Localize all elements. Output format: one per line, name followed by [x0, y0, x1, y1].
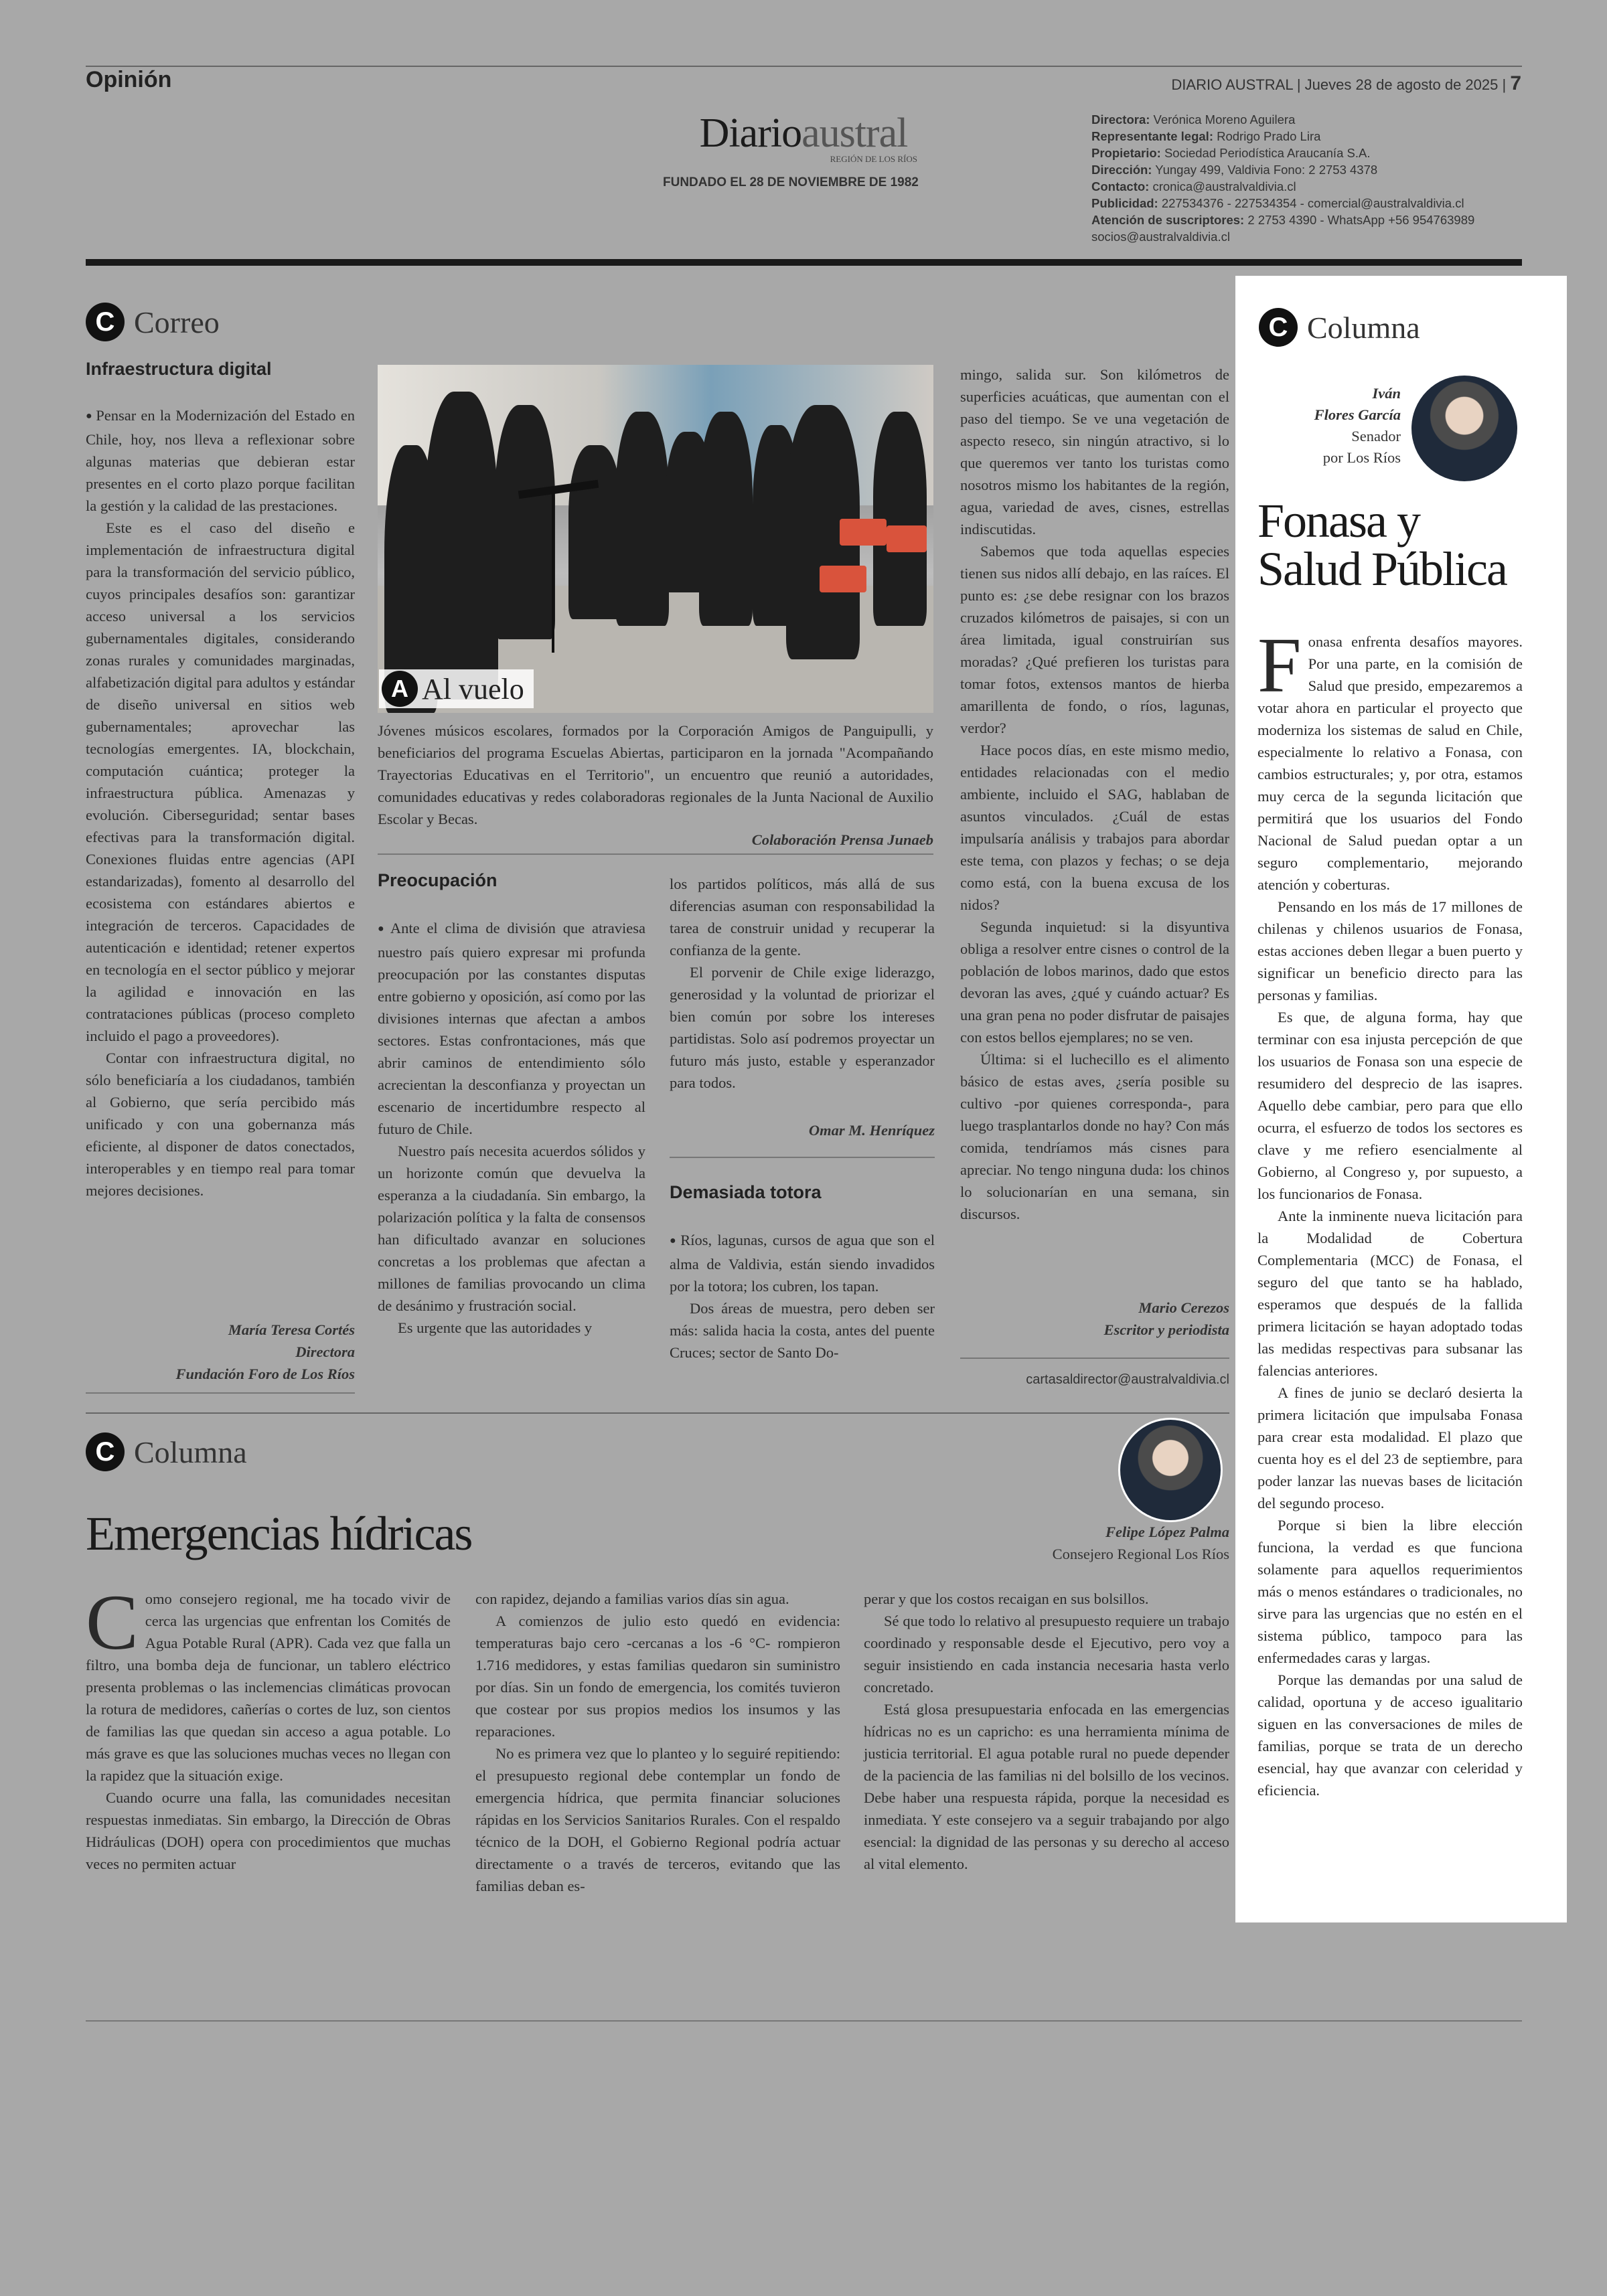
logo-part1: Diario	[699, 110, 802, 156]
paragraph: No es primera vez que lo planteo y lo seguiré repitiendo: el presupuesto regional debe contemplar un fondo de emergencia hídrica, que permita financiar soluciones rápidas en los Servicios Sanitarios Rurales. Con el respaldo técnico de la DOH, el Gobierno Regional podría actuar directamente o a través de terceros, evitando que las familias deban es-	[475, 1745, 840, 1894]
masthead-label: Publicidad:	[1091, 196, 1158, 210]
letters-email[interactable]: cartasaldirector@australvaldivia.cl	[1026, 1372, 1229, 1387]
masthead-value: Sociedad Periodística Araucanía S.A.	[1160, 146, 1371, 160]
paragraph: onasa enfrenta desafíos mayores. Por una parte, en la comisión de Salud que presido, empezaremos a votar ahora en particular el proyecto que moderniza los sistemas de salud en Chile, especialmente lo relativo a Fonasa, con cambios estructurales; y, por otra, estamos muy cerca de la segunda licitación que permitirá que los usuarios del Fondo Nacional de Salud puedan optar a un seguro complementario, mejorando atención y coberturas.	[1257, 633, 1523, 893]
paragraph: Dos áreas de muestra, pero deben ser más: salida hacia la costa, antes del puente Cruces; sector de Santo Do-	[670, 1300, 935, 1361]
paragraph: mingo, salida sur. Son kilómetros de superficies acuáticas, que aumentan con el paso del tiempo. Se ve una vegetación de aspecto reseco, sin ningún atractivo, si lo que queremos ver tanto los turistas como nosotros mismo los habitantes de la región, agua, variedad de aves, cisnes, estrellas indiscutidas.	[960, 366, 1229, 538]
paragraph: Segunda inquietud: si la disyuntiva obliga a resolver entre cisnes o control de la población de lobos marinos, dado que estos devoran las aves, ¿qué y cuándo actuar? Es una gran pena no poder disfrutar de paisajes con estos bellos ejemplares; no se ven.	[960, 918, 1229, 1046]
column-bottom-header	[86, 1432, 247, 1471]
author-photo-lopez	[1118, 1418, 1223, 1522]
masthead-label: Dirección:	[1091, 163, 1152, 177]
paragraph: ● Ríos, lagunas, cursos de agua que son el alma de Valdivia, están siendo invadidos por la totora; los cubren, los tapan.	[670, 1229, 935, 1297]
masthead-line	[1091, 212, 1474, 228]
letter3-signature	[960, 1297, 1229, 1341]
paragraph: Está glosa presupuestaria enfocada en las emergencias hídricas no es un capricho: es una herramienta mínima de justicia territorial. El agua potable rural no puede depender de la paciencia de las familias ni del bolsillo de los vecinos. Debe haber una respuesta rápida, porque la necesidad es inmediata. Y este consejero va a seguir trabajando por algo esencial: la dignidad de las personas y su derecho al acceso al vital elemento.	[864, 1701, 1229, 1872]
paragraph: Sabemos que toda aquellas especies tienen sus nidos allí debajo, en las raíces. El punto es: ¿se debe resignar con los brazos cruzados kilómetros de paisajes, si con un área limitada, igual construirían sus moradas? ¿Qué prefieren los turistas para tomar fotos, extensos mantos de hierba amarillenta de fondo, o ríos, lagunas, verdor?	[960, 543, 1229, 736]
masthead-label: Representante legal:	[1091, 129, 1213, 143]
logo	[690, 112, 917, 165]
paragraph: Nuestro país necesita acuerdos sólidos y un horizonte común que devuelva la esperanza a la ciudadanía. Sin embargo, la polarización política y la falta de consensos han dificultado avanzar en soluciones concretas a los problemas que afectan a millones de familias provocando un clima de desánimo y frustración social.	[378, 1143, 645, 1314]
dropcap: C	[86, 1578, 139, 1666]
signature-line: Escritor y periodista	[1103, 1321, 1229, 1338]
letter2-heading: Preocupación	[378, 870, 498, 890]
photo-caption: Jóvenes músicos escolares, formados por la Corporación Amigos de Panguipulli, y beneficiarios del programa Escuelas Abiertas, participaron en la jornada "Acompañando Trayectorias Educativas en el Territorio", un encuentro que reunió a autoridades, comunidades educativas y redes colaboradoras regionales de la Junta Nacional de Auxilio Escolar y Becas.	[378, 722, 933, 827]
column-right-badge: C	[1259, 308, 1298, 347]
masthead-label: Contacto:	[1091, 179, 1150, 193]
orchestra-photo	[378, 365, 933, 713]
letter2-col2	[670, 873, 935, 1094]
photo-credit: Colaboración Prensa Junaeb	[751, 831, 933, 848]
paragraph: perar y que los costos recaigan en sus bolsillos.	[864, 1590, 1149, 1607]
paragraph: ● Ante el clima de división que atraviesa nuestro país quiero expresar mi profunda preocupación por las constantes disputas entre gobierno y oposición, así como por las divisiones internas que afectan a ambos sectores. Estas confrontaciones, más que abrir caminos de entendimiento sólo acrecientan la desconfianza y proyectan un escenario de incertidumbre respecto al futuro de Chile.	[378, 917, 645, 1140]
paragraph: con rapidez, dejando a familias varios días sin agua.	[475, 1590, 789, 1607]
masthead-value: cronica@australvaldivia.cl	[1149, 179, 1296, 193]
author-first: Iván	[1372, 385, 1401, 402]
column-right-body	[1257, 621, 1523, 1801]
masthead-line	[1091, 128, 1474, 145]
column-bottom-col1	[86, 1578, 451, 1875]
masthead	[1091, 111, 1474, 245]
masthead-line	[1091, 111, 1474, 128]
paragraph: El porvenir de Chile exige liderazgo, generosidad y la voluntad de priorizar el bien común por sobre los intereses partidistas. Solo así podremos proyectar un futuro más justo, estable y esperanzador para todos.	[670, 964, 935, 1091]
column-right-author	[1259, 383, 1401, 469]
letter3-col2	[670, 1229, 935, 1364]
column-right-title: Columna	[1307, 310, 1420, 345]
letter1-body	[86, 404, 355, 1202]
paragraph: A fines de junio se declaró desierta la primera licitación que impulsaba Fonasa para crear esta modalidad. El plazo que cuenta hoy es el del 23 de septiembre, para poder lanzar las nuevas bases de licitación del segundo proceso.	[1257, 1384, 1523, 1511]
paragraph: A comienzos de julio esto quedó en evidencia: temperaturas bajo cero -cercanas a los -6 °C- rompieron 1.716 medidores, y estas familias quedaron sin suministro por días. Sin un fondo de emergencia, los comités tuvieron que costear por sus propios medios los insumos y las reparaciones.	[475, 1613, 840, 1740]
masthead-label: Propietario:	[1091, 146, 1161, 160]
masthead-line	[1091, 178, 1474, 195]
column-bottom-col3	[864, 1588, 1229, 1875]
masthead-value: socios@australvaldivia.cl	[1091, 230, 1230, 244]
paragraph: Cuando ocurre una falla, las comunidades necesitan respuestas inmediatas. Sin embargo, la Dirección de Obras Hidráulicas (DOH) opera con procedimientos que muchas veces no permiten actuar	[86, 1789, 451, 1872]
founded-text: FUNDADO EL 28 DE NOVIEMBRE DE 1982	[663, 175, 919, 189]
signature-line: María Teresa Cortés	[228, 1321, 355, 1338]
author-region: por Los Ríos	[1322, 449, 1401, 466]
masthead-line	[1091, 195, 1474, 212]
letter1-heading: Infraestructura digital	[86, 359, 272, 379]
alvuelo-text: Al vuelo	[422, 672, 524, 706]
masthead-value: 2 2753 4390 - WhatsApp +56 954763989	[1244, 213, 1475, 227]
paragraph: Sé que todo lo relativo al presupuesto requiere un trabajo coordinado y responsable desde el Ejecutivo, pero voy a seguir insistiendo en cada instancia necesaria hasta verlo concretado.	[864, 1613, 1229, 1696]
author-last: Flores García	[1314, 406, 1401, 423]
masthead-label: Directora:	[1091, 112, 1150, 127]
author-role-bottom: Consejero Regional Los Ríos	[1052, 1546, 1229, 1562]
paragraph: Es que, de alguna forma, hay que terminar con esa injusta percepción de que los usuarios de Fonasa son una especie de resumidero del desprecio de las isapres. Aquello debe cambiar, pero para que ello ocurra, el esfuerzo de todos los sectores es clave y me refiero esencialmente al Gobierno, al Congreso y, por supuesto, a los funcionarios de Fonasa.	[1257, 1009, 1523, 1202]
paragraph: los partidos políticos, más allá de sus diferencias asuman con responsabilidad la tarea de construir unidad y recuperar la confianza de la gente.	[670, 876, 935, 959]
page-number: 7	[1510, 72, 1521, 94]
paragraph: Pensando en los más de 17 millones de chilenas y chilenos usuarios de Fonasa, estas acciones deben llegar a buen puerto y significar un beneficio directo para las personas y familias.	[1257, 898, 1523, 1003]
correo-header	[86, 303, 220, 341]
paragraph: Es urgente que las autoridades y	[398, 1319, 593, 1336]
masthead-value: Rodrigo Prado Lira	[1213, 129, 1321, 143]
masthead-value: Verónica Moreno Aguilera	[1150, 112, 1296, 127]
paragraph: Este es el caso del diseño e implementación de infraestructura digital para la transformación del servicio público, cuyos principales desafíos son: garantizar acceso universal a los servicios gubernamentales digitales, considerando zonas rurales y comunidades marginadas, alfabetización digital para adultos y estándar de diseño universal en sitios web gubernamentales; aprovechar las tecnologías emergentes. IA, blockchain, computación cuántica; proteger la infraestructura pública. Amenazas y evolución. Ciberseguridad; sentar bases efectivas para la transformación digital. Conexiones fluidas entre agencias (API estandarizadas), fomento al desarrollo del ecosistema con estándares abiertos e integración de terceros. Capacidades de autenticación e identidad; retener expertos en tecnología en el sector público y mejorar la agilidad e innovación en las contrataciones públicas (proceso completo incluido el pago a proveedores).	[86, 519, 355, 1044]
masthead-line	[1091, 228, 1474, 245]
column-bottom-author	[870, 1521, 1229, 1565]
correo-title: Correo	[134, 305, 220, 339]
paragraph: Porque las demandas por una salud de calidad, oportuna y de acceso igualitario siguen en las conversaciones de miles de familias, porque se trata de un derecho esencial, hay que avanzar con celeridad y eficiencia.	[1257, 1671, 1523, 1799]
dropcap: F	[1257, 621, 1302, 709]
paragraph: Porque si bien la libre elección funciona, la verdad es que funciona solamente para aquellos requerimientos más o menos estándares o tradicionales, no sirve para las urgencias que no estén en el sistema público, tampoco para las enfermedades caras y largas.	[1257, 1517, 1523, 1666]
column-right-header	[1259, 308, 1420, 347]
author-photo-flores	[1409, 374, 1519, 483]
column-bottom-title: Columna	[134, 1434, 247, 1469]
paragraph: omo consejero regional, me ha tocado vivir de cerca las urgencias que enfrentan los Comités de Agua Potable Rural (APR). Cada vez que falla un filtro, una bomba deja de funcionar, un tablero eléctrico presenta problemas o las inclemencias climáticas provocan la rotura de medidores, cañerías o cortes de luz, son cientos de familias las que quedan sin acceso a agua potable. Lo más grave es que las soluciones muchas veces no llegan con la rapidez que la situación exige.	[86, 1590, 451, 1784]
signature-line: Mario Cerezos	[1138, 1299, 1229, 1316]
paragraph: ● Pensar en la Modernización del Estado en Chile, hoy, nos lleva a reflexionar sobre algunas materias que debieran estar presentes en el corto plazo porque facilitan la gestión y la calidad de las prestaciones.	[86, 404, 355, 517]
paragraph: Hace pocos días, en este mismo medio, entidades relacionadas con el medio ambiente, incluido el SAG, hablaban de asuntos vinculados. ¿Cuál de estas impulsaría análisis y trabajos para abordar este tema, con plazos y fechas; o se deja como está, con la buena excusa de los nidos?	[960, 742, 1229, 913]
masthead-line	[1091, 145, 1474, 161]
section-label: Opinión	[86, 67, 172, 92]
headline-line1: Fonasa y	[1257, 494, 1420, 548]
author-name: Felipe López Palma	[1105, 1524, 1229, 1540]
logo-region: REGIÓN DE LOS RÍOS	[830, 154, 917, 164]
paper-date	[1171, 72, 1521, 95]
signature-line: Directora	[295, 1343, 355, 1360]
alvuelo-label	[379, 669, 534, 708]
alvuelo-badge: A	[382, 671, 418, 707]
correo-badge: C	[86, 303, 125, 341]
paragraph: Contar con infraestructura digital, no sólo beneficiaría a los ciudadanos, también al Gobierno, que sería percibido más unificado y con una gobernanza más eficiente, al disponer de datos conectados, interoperables y en tiempo real para tomar mejores decisiones.	[86, 1050, 355, 1199]
letter3-col3	[960, 363, 1229, 1225]
column-bottom-col2	[475, 1588, 840, 1897]
author-role: Senador	[1351, 428, 1401, 444]
letter1-signature	[86, 1319, 355, 1385]
column-bottom-badge: C	[86, 1432, 125, 1471]
column-right-headline	[1257, 494, 1507, 596]
letter2-col1	[378, 917, 645, 1339]
masthead-label: Atención de suscriptores:	[1091, 213, 1245, 227]
paragraph: Última: si el luchecillo es el alimento básico de estas aves, ¿sería posible su cultivo -por quienes corresponda-, para luego trasplantarlos donde no hay? Con más comida, tendríamos más cisnes para apreciar. No tengo ninguna duda: los chinos lo solucionarían en una semana, sin discursos.	[960, 1051, 1229, 1222]
masthead-value: 227534376 - 227534354 - comercial@australvaldivia.cl	[1158, 196, 1464, 210]
paragraph: Ante la inminente nueva licitación para la Modalidad de Cobertura Complementaria (MCC) de Fonasa, el seguro del que tanto se ha hablado, esperamos que después de la fallida primera licitación se hayan adoptado todas las medidas respectivas para subsanar las falencias anteriores.	[1257, 1208, 1523, 1379]
headline-line2: Salud Pública	[1257, 542, 1507, 596]
date-text: DIARIO AUSTRAL | Jueves 28 de agosto de 2025 |	[1171, 76, 1507, 93]
letter3-heading: Demasiada totora	[670, 1182, 822, 1202]
logo-part2: austral	[801, 110, 908, 156]
letter2-signature: Omar M. Henríquez	[808, 1122, 935, 1139]
masthead-line	[1091, 161, 1474, 178]
signature-line: Fundación Foro de Los Ríos	[175, 1366, 355, 1382]
masthead-value: Yungay 499, Valdivia Fono: 2 2753 4378	[1152, 163, 1378, 177]
column-bottom-headline: Emergencias hídricas	[86, 1507, 472, 1560]
